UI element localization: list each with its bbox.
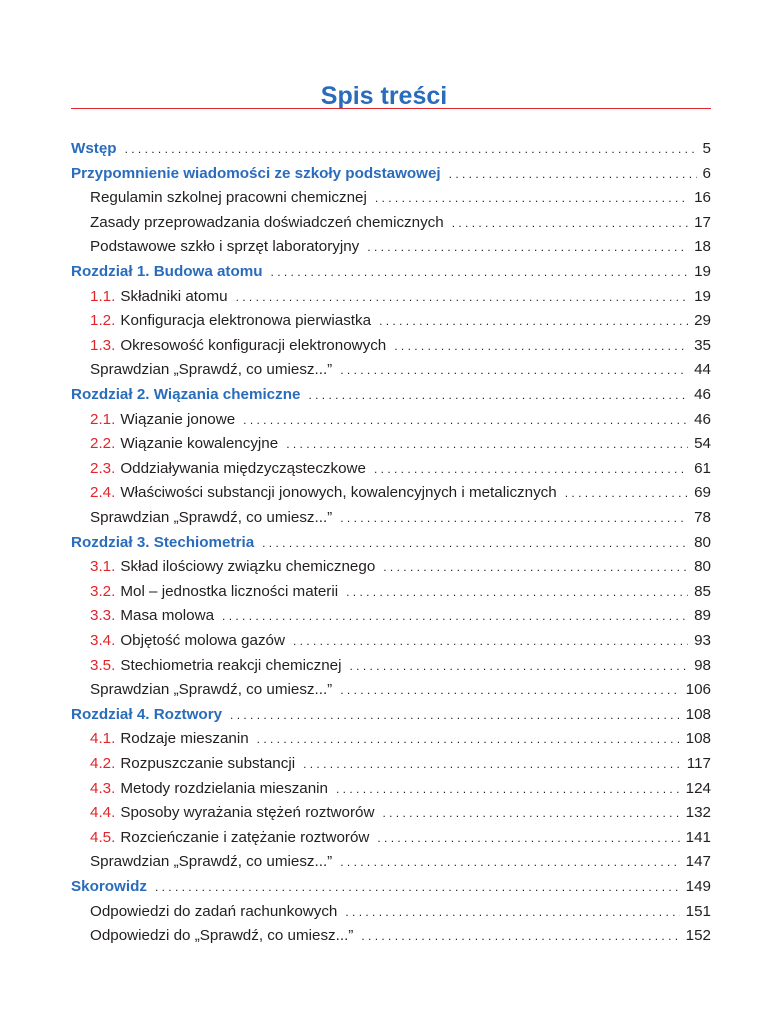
toc-entry-title <box>90 336 386 356</box>
page-number: 117 <box>686 755 711 772</box>
toc-section-entry <box>90 729 711 749</box>
toc-section-entry <box>90 902 711 922</box>
toc-chapter-entry <box>71 533 711 553</box>
toc-entry-title <box>90 508 332 528</box>
toc-section-entry <box>90 926 711 946</box>
page-number: 19 <box>694 287 711 305</box>
page-number: 29 <box>694 312 711 330</box>
toc-entry-title <box>90 213 444 233</box>
toc-entry-title <box>90 902 337 922</box>
dot-leader <box>382 803 679 823</box>
entry-text: Rozdział 1. Budowa atomu <box>71 263 263 280</box>
section-number: 4.5. <box>90 828 116 846</box>
dot-leader <box>155 877 680 897</box>
section-number: 1.3. <box>90 336 116 354</box>
dot-leader <box>374 459 688 479</box>
entry-text: Rozcieńczanie i zatężanie roztworów <box>120 828 370 846</box>
dot-leader <box>345 902 679 922</box>
entry-text: Podstawowe szkło i sprzęt laboratoryjny <box>90 238 360 256</box>
toc-chapter-entry <box>71 164 711 184</box>
page-number: 108 <box>685 705 711 723</box>
page-number: 19 <box>694 263 711 280</box>
page-number: 6 <box>702 164 711 182</box>
entry-text: Rozdział 3. Stechiometria <box>71 533 255 551</box>
toc-entry-title <box>71 262 263 282</box>
dot-leader <box>340 360 688 380</box>
entry-text: Regulamin szkolnej pracowni chemicznej <box>90 189 367 207</box>
dot-leader <box>308 385 688 405</box>
toc-section-entry <box>90 680 711 700</box>
toc-section-entry <box>90 508 711 528</box>
toc-entry-title <box>71 705 222 725</box>
dot-leader <box>361 926 679 946</box>
page-number: 152 <box>685 927 711 945</box>
section-number: 4.4. <box>90 804 116 822</box>
dot-leader <box>243 410 688 430</box>
dot-leader <box>346 582 688 602</box>
toc-entry-title <box>90 803 374 823</box>
section-number: 2.2. <box>90 435 116 453</box>
toc-entry-title <box>90 311 371 331</box>
entry-text: Rodzaje mieszanin <box>120 730 249 748</box>
toc-entry-title <box>90 557 375 577</box>
section-number: 2.3. <box>90 459 116 477</box>
toc-chapter-entry <box>71 877 711 897</box>
section-number: 3.2. <box>90 582 116 600</box>
entry-text: Wiązanie kowalencyjne <box>120 435 279 453</box>
toc-entry-title <box>90 729 249 749</box>
page-number: 18 <box>694 238 711 256</box>
toc-chapter-entry <box>71 139 711 159</box>
toc-section-entry <box>90 434 711 454</box>
page-number: 5 <box>702 140 711 157</box>
entry-text: Stechiometria reakcji chemicznej <box>120 656 342 674</box>
toc-entry-title <box>71 533 254 553</box>
page-number: 147 <box>685 853 711 871</box>
entry-text: Konfiguracja elektronowa pierwiastka <box>120 312 372 330</box>
dot-leader <box>236 287 689 307</box>
section-number: 4.1. <box>90 730 116 748</box>
entry-text: Objętość molowa gazów <box>120 632 285 649</box>
dot-leader <box>449 164 697 184</box>
section-number: 3.5. <box>90 656 116 674</box>
page-number: 151 <box>685 902 711 920</box>
entry-text: Odpowiedzi do „Sprawdź, co umiesz...” <box>90 927 354 945</box>
entry-text: Rozpuszczanie substancji <box>120 755 296 772</box>
section-number: 1.1. <box>90 287 116 305</box>
entry-text: Sprawdzian „Sprawdź, co umiesz...” <box>90 361 333 379</box>
entry-text: Wiązanie jonowe <box>120 410 236 428</box>
toc-section-entry <box>90 606 711 626</box>
toc-entry-title <box>71 877 147 897</box>
section-number: 2.4. <box>90 484 116 502</box>
section-number: 1.2. <box>90 312 116 330</box>
page-number: 80 <box>694 558 711 576</box>
dot-leader <box>336 779 680 799</box>
toc-section-entry <box>90 336 711 356</box>
dot-leader <box>271 262 689 282</box>
dot-leader <box>350 656 689 676</box>
page-number: 54 <box>694 435 711 453</box>
entry-text: Skład ilościowy związku chemicznego <box>120 558 376 576</box>
dot-leader <box>377 828 679 848</box>
page-number: 44 <box>694 361 711 379</box>
toc-entry-title <box>90 754 295 774</box>
entry-text: Mol – jednostka liczności materii <box>120 582 339 600</box>
toc-section-entry <box>90 779 711 799</box>
dot-leader <box>367 237 688 257</box>
toc-entry-title <box>90 188 367 208</box>
toc-entry-title <box>90 656 342 676</box>
dot-leader <box>257 729 680 749</box>
toc-section-entry <box>90 582 711 602</box>
toc-section-entry <box>90 483 711 503</box>
toc-entry-title <box>90 434 278 454</box>
dot-leader <box>340 852 679 872</box>
toc-entry-title <box>90 237 359 257</box>
section-number: 3.4. <box>90 632 116 649</box>
page-number: 124 <box>685 779 711 797</box>
toc-section-entry <box>90 410 711 430</box>
dot-leader <box>303 754 681 774</box>
dot-leader <box>452 213 688 233</box>
entry-text: Sprawdzian „Sprawdź, co umiesz...” <box>90 509 333 526</box>
toc-entry-title <box>90 459 366 479</box>
page-number: 35 <box>694 336 711 354</box>
toc-section-entry <box>90 828 711 848</box>
entry-text: Odpowiedzi do zadań rachunkowych <box>90 902 338 920</box>
dot-leader <box>394 336 688 356</box>
toc-entry-title <box>90 779 328 799</box>
dot-leader <box>230 705 680 725</box>
page-number: 89 <box>694 607 711 625</box>
page-number: 149 <box>685 878 711 895</box>
dot-leader <box>222 606 688 626</box>
section-number: 3.1. <box>90 558 116 576</box>
entry-text: Przypomnienie wiadomości ze szkoły podstawowej <box>71 164 441 182</box>
dot-leader <box>375 188 688 208</box>
toc-entry-title <box>71 139 117 159</box>
section-number: 3.3. <box>90 607 116 625</box>
page-number: 78 <box>694 509 711 526</box>
toc-entry-title <box>71 385 300 405</box>
toc-section-entry <box>90 459 711 479</box>
page-number: 93 <box>694 632 711 649</box>
toc-entry-title <box>90 631 285 651</box>
section-number: 4.3. <box>90 779 116 797</box>
entry-text: Właściwości substancji jonowych, kowalencyjnych i metalicznych <box>120 484 557 502</box>
toc-entry-title <box>90 360 332 380</box>
page-number: 61 <box>694 459 711 477</box>
toc-section-entry <box>90 213 711 233</box>
dot-leader <box>286 434 688 454</box>
entry-text: Zasady przeprowadzania doświadczeń chemicznych <box>90 213 444 231</box>
dot-leader <box>125 139 697 159</box>
toc-entry-title <box>90 410 235 430</box>
page-number: 80 <box>694 533 711 551</box>
page-number: 132 <box>685 804 711 822</box>
toc-section-entry <box>90 754 711 774</box>
entry-text: Sposoby wyrażania stężeń roztworów <box>120 804 375 822</box>
entry-text: Sprawdzian „Sprawdź, co umiesz...” <box>90 853 333 871</box>
toc-section-entry <box>90 631 711 651</box>
dot-leader <box>262 533 688 553</box>
page-number: 46 <box>694 410 711 428</box>
toc-section-entry <box>90 852 711 872</box>
page-number: 46 <box>694 386 711 403</box>
toc-chapter-entry <box>71 262 711 282</box>
dot-leader <box>340 680 679 700</box>
toc-entry-title <box>90 606 214 626</box>
entry-text: Masa molowa <box>120 607 215 625</box>
entry-text: Sprawdzian „Sprawdź, co umiesz...” <box>90 681 333 699</box>
page-title: Spis treści <box>320 82 448 110</box>
dot-leader <box>383 557 688 577</box>
entry-text: Wstęp <box>71 140 117 157</box>
entry-text: Skorowidz <box>71 878 147 895</box>
toc-entry-title <box>90 582 338 602</box>
page-number: 108 <box>685 730 711 748</box>
toc-section-entry <box>90 557 711 577</box>
toc-section-entry <box>90 803 711 823</box>
toc-chapter-entry <box>71 705 711 725</box>
toc-section-entry <box>90 237 711 257</box>
page-number: 16 <box>694 189 711 207</box>
toc-entry-title <box>90 926 353 946</box>
toc-section-entry <box>90 311 711 331</box>
toc-entry-title <box>90 483 557 503</box>
toc-entry-title <box>71 164 441 184</box>
title-divider <box>71 108 711 109</box>
page-number: 98 <box>694 656 711 674</box>
dot-leader <box>379 311 688 331</box>
dot-leader <box>340 508 688 528</box>
page-number: 69 <box>694 484 711 502</box>
section-number: 4.2. <box>90 755 116 772</box>
entry-text: Metody rozdzielania mieszanin <box>120 779 329 797</box>
dot-leader <box>565 483 688 503</box>
entry-text: Oddziaływania międzycząsteczkowe <box>120 459 366 477</box>
entry-text: Składniki atomu <box>120 287 228 305</box>
page-number: 141 <box>685 828 711 846</box>
toc-section-entry <box>90 287 711 307</box>
toc-chapter-entry <box>71 385 711 405</box>
entry-text: Rozdział 4. Roztwory <box>71 705 223 723</box>
toc-entry-title <box>90 828 369 848</box>
page-number: 85 <box>694 582 711 600</box>
dot-leader <box>293 631 688 651</box>
toc-section-entry <box>90 360 711 380</box>
page-number: 17 <box>694 213 711 231</box>
entry-text: Rozdział 2. Wiązania chemiczne <box>71 386 301 403</box>
toc-entry-title <box>90 852 332 872</box>
toc-entry-title <box>90 287 228 307</box>
toc-section-entry <box>90 188 711 208</box>
toc-section-entry <box>90 656 711 676</box>
toc-entry-title <box>90 680 332 700</box>
entry-text: Okresowość konfiguracji elektronowych <box>120 336 387 354</box>
section-number: 2.1. <box>90 410 116 428</box>
page-number: 106 <box>685 681 711 699</box>
